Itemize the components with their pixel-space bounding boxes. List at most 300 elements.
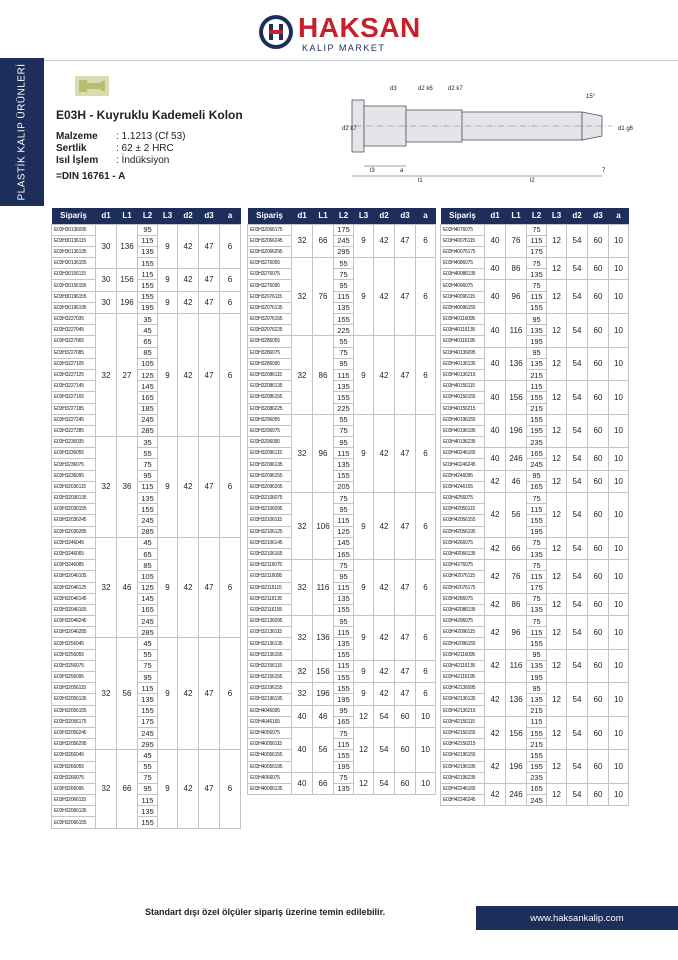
column-header: L1 (506, 208, 527, 224)
table-row (52, 291, 241, 302)
cell-l3: 9 (354, 336, 374, 414)
cell-d2: 54 (567, 224, 588, 258)
cell-l2: 155 (527, 414, 547, 425)
cell-l3: 9 (158, 224, 178, 269)
cell-l3: 9 (354, 414, 374, 492)
side-label: PLASTİK KALIP ÜRÜNLERİ (16, 63, 28, 201)
cell-l2: 235 (527, 772, 547, 783)
column-header: d2 (178, 208, 199, 224)
cell-d2: 54 (567, 493, 588, 538)
cell-d2: 42 (178, 750, 199, 828)
order-code: E03H3266045 (52, 750, 96, 761)
cell-l3: 12 (547, 448, 567, 470)
table-row (248, 336, 436, 347)
cell-l2: 125 (138, 369, 158, 380)
cell-d1: 42 (485, 649, 506, 683)
brand-logo[interactable] (258, 12, 421, 54)
cell-l1: 196 (117, 291, 138, 313)
cell-d1: 40 (485, 347, 506, 381)
order-code: E03H3236055 (52, 448, 96, 459)
table-row (52, 537, 241, 548)
cell-l2: 125 (334, 526, 354, 537)
order-code: E03H3227035 (52, 314, 96, 325)
order-code: E03H42196235 (441, 772, 485, 783)
cell-l3: 12 (547, 314, 567, 348)
cell-a: 6 (416, 414, 436, 492)
cell-l3: 9 (354, 224, 374, 258)
cell-d3: 47 (395, 493, 416, 560)
cell-l2: 95 (334, 437, 354, 448)
cell-l2: 95 (334, 280, 354, 291)
cell-l3: 9 (158, 269, 178, 291)
cell-l2: 165 (334, 548, 354, 559)
order-code: E03H3246045 (52, 537, 96, 548)
cell-l2: 75 (138, 772, 158, 783)
cell-l1: 136 (313, 616, 334, 661)
order-code: E03H42076115 (441, 571, 485, 582)
cell-d2: 42 (374, 683, 395, 705)
order-code: E03H32046105 (52, 571, 96, 582)
cell-l1: 156 (506, 381, 527, 415)
cell-d2: 54 (567, 381, 588, 415)
cell-l2: 135 (527, 358, 547, 369)
logo-emblem-icon (258, 14, 294, 50)
cell-l3: 12 (547, 493, 567, 538)
table-row (52, 314, 241, 325)
order-code: E03H3286055 (248, 336, 292, 347)
order-code: E03H4046095 (248, 705, 292, 716)
cell-d3: 60 (395, 705, 416, 727)
cell-l2: 155 (527, 727, 547, 738)
cell-l1: 66 (313, 224, 334, 258)
cell-l2: 245 (334, 235, 354, 246)
cell-l2: 45 (138, 325, 158, 336)
cell-d1: 40 (292, 705, 313, 727)
cell-l2: 175 (138, 716, 158, 727)
cell-a: 10 (609, 470, 629, 492)
cell-l2: 75 (527, 560, 547, 571)
cell-l2: 95 (334, 616, 354, 627)
order-code: E03H3246085 (52, 560, 96, 571)
cell-a: 6 (416, 336, 436, 414)
order-code: E03H32056295 (52, 739, 96, 750)
table-row (441, 347, 629, 358)
cell-l2: 135 (334, 381, 354, 392)
cell-l3: 9 (158, 750, 178, 828)
order-code: E03H40066135 (248, 783, 292, 794)
cell-l2: 95 (527, 649, 547, 660)
column-header: L3 (547, 208, 567, 224)
column-header: L1 (117, 208, 138, 224)
order-code: E03H32076155 (248, 314, 292, 325)
cell-d2: 42 (374, 258, 395, 336)
cell-a: 10 (416, 727, 436, 772)
cell-l2: 245 (138, 515, 158, 526)
table-row (441, 537, 629, 548)
cell-d2: 42 (178, 537, 199, 638)
order-code: E03H42246165 (441, 783, 485, 794)
order-code: E03H40056195 (248, 761, 292, 772)
cell-a: 6 (220, 269, 241, 291)
cell-l1: 246 (506, 783, 527, 805)
order-code: E03H32056115 (52, 683, 96, 694)
cell-d1: 32 (96, 314, 117, 437)
cell-d3: 60 (588, 414, 609, 448)
cell-l2: 55 (138, 448, 158, 459)
order-code: E03H3266055 (52, 761, 96, 772)
cell-l2: 115 (527, 716, 547, 727)
order-code: E03H32046125 (52, 582, 96, 593)
order-code: E03H30136155 (52, 258, 96, 269)
table-row (248, 772, 436, 783)
label-7: 7 (602, 168, 606, 174)
cell-d3: 47 (199, 638, 220, 750)
cell-l2: 75 (334, 727, 354, 738)
order-code: E03H32116075 (248, 560, 292, 571)
order-code: E03H32056245 (52, 727, 96, 738)
cell-l2: 155 (527, 392, 547, 403)
cell-l1: 46 (117, 537, 138, 638)
cell-a: 6 (416, 560, 436, 616)
cell-a: 10 (609, 593, 629, 615)
cell-d3: 47 (395, 616, 416, 661)
cell-l2: 95 (334, 358, 354, 369)
cell-l2: 75 (527, 493, 547, 504)
cell-l2: 215 (527, 403, 547, 414)
cell-l2: 155 (527, 638, 547, 649)
cell-d3: 60 (588, 783, 609, 805)
cell-l1: 196 (313, 683, 334, 705)
cell-l1: 96 (506, 616, 527, 650)
cell-l2: 115 (334, 739, 354, 750)
order-code: E03H3266075 (52, 772, 96, 783)
cell-l1: 66 (117, 750, 138, 828)
cell-l1: 156 (313, 660, 334, 682)
order-code: E03H42156115 (441, 716, 485, 727)
cell-a: 10 (609, 560, 629, 594)
label-d3: d3 (390, 86, 397, 92)
table-row (248, 224, 436, 235)
cell-l2: 155 (527, 750, 547, 761)
table-row (52, 750, 241, 761)
order-code: E03H32056155 (52, 705, 96, 716)
table-row (441, 683, 629, 694)
table-row (248, 258, 436, 269)
order-code: E03H32086155 (248, 392, 292, 403)
table-row (248, 414, 436, 425)
order-code: E03H4276075 (441, 560, 485, 571)
order-code: E03H32136135 (248, 638, 292, 649)
cell-d2: 54 (374, 705, 395, 727)
column-header: d2 (374, 208, 395, 224)
column-header: d2 (567, 208, 588, 224)
order-code: E03H4286075 (441, 593, 485, 604)
order-code: E03H32106115 (248, 515, 292, 526)
cell-d2: 54 (567, 560, 588, 594)
cell-l2: 215 (527, 739, 547, 750)
cell-a: 6 (416, 493, 436, 560)
cell-d1: 42 (485, 616, 506, 650)
cell-d3: 47 (395, 414, 416, 492)
order-code: E03H3256095 (52, 672, 96, 683)
cell-l1: 196 (506, 750, 527, 784)
cell-l2: 115 (334, 291, 354, 302)
order-code: E03H3296095 (248, 437, 292, 448)
cell-d1: 40 (292, 727, 313, 772)
cell-d2: 54 (567, 258, 588, 280)
cell-d3: 60 (588, 258, 609, 280)
order-code: E03H40196155 (441, 414, 485, 425)
cell-l2: 95 (527, 683, 547, 694)
column-header: Sipariş (441, 208, 485, 224)
cell-l1: 156 (117, 269, 138, 291)
cell-a: 10 (609, 314, 629, 348)
order-code: E03H42136095 (441, 683, 485, 694)
order-code: E03H4256075 (441, 493, 485, 504)
cell-d2: 54 (567, 616, 588, 650)
cell-l2: 165 (138, 604, 158, 615)
cell-l2: 155 (334, 392, 354, 403)
cell-d2: 54 (567, 683, 588, 717)
cell-l3: 9 (158, 638, 178, 750)
cell-a: 6 (416, 224, 436, 258)
cell-d1: 32 (292, 336, 313, 414)
cell-d3: 47 (199, 269, 220, 291)
cell-d1: 40 (485, 224, 506, 258)
order-code: E03H3236035 (52, 437, 96, 448)
cell-a: 6 (220, 537, 241, 638)
order-code: E03H40156115 (441, 381, 485, 392)
cell-l1: 76 (506, 560, 527, 594)
column-header: Sipariş (52, 208, 96, 224)
order-code: E03H4086075 (441, 258, 485, 269)
cell-l2: 135 (527, 660, 547, 671)
cell-a: 10 (609, 347, 629, 381)
cell-l2: 135 (527, 548, 547, 559)
cell-l1: 36 (117, 437, 138, 538)
order-code: E03H3227105 (52, 358, 96, 369)
cell-l2: 135 (334, 783, 354, 794)
cell-l2: 85 (138, 347, 158, 358)
cell-a: 10 (609, 414, 629, 448)
order-code: E03H40136095 (441, 347, 485, 358)
cell-a: 10 (416, 772, 436, 794)
order-code: E03H40076115 (441, 235, 485, 246)
cell-l3: 9 (158, 291, 178, 313)
cell-l2: 75 (527, 280, 547, 291)
cell-l2: 135 (334, 638, 354, 649)
cell-d1: 32 (96, 437, 117, 538)
cell-l2: 195 (527, 672, 547, 683)
cell-d1: 42 (485, 593, 506, 615)
cell-l1: 86 (506, 258, 527, 280)
order-code: E03H40116095 (441, 314, 485, 325)
cell-d2: 42 (178, 437, 199, 538)
cell-d3: 60 (588, 593, 609, 615)
label-d2: d2 k7 (342, 126, 357, 132)
cell-d3: 47 (395, 258, 416, 336)
order-code: E03H40156155 (441, 392, 485, 403)
cell-l1: 56 (506, 493, 527, 538)
order-code: E03H32066155 (52, 817, 96, 828)
cell-l2: 115 (334, 627, 354, 638)
cell-d1: 32 (292, 683, 313, 705)
table-row (441, 314, 629, 325)
table-row (248, 660, 436, 671)
cell-l2: 155 (138, 504, 158, 515)
order-code: E03H42116095 (441, 649, 485, 660)
cell-l2: 135 (138, 694, 158, 705)
order-code: E03H40086135 (441, 269, 485, 280)
order-code: E03H32106125 (248, 526, 292, 537)
order-code: E03H32056135 (52, 694, 96, 705)
cell-d2: 54 (567, 414, 588, 448)
table-row (248, 683, 436, 694)
cell-d3: 60 (588, 493, 609, 538)
cell-d1: 42 (485, 716, 506, 750)
cell-l2: 195 (527, 425, 547, 436)
order-code: E03H3227125 (52, 369, 96, 380)
website-link[interactable]: www.haksankalip.com (476, 906, 678, 930)
cell-l2: 95 (138, 672, 158, 683)
cell-a: 10 (609, 750, 629, 784)
cell-l2: 115 (334, 660, 354, 671)
order-code: E03H32096135 (248, 459, 292, 470)
order-code: E03H3227045 (52, 325, 96, 336)
table-row (52, 269, 241, 280)
cell-l2: 285 (138, 425, 158, 436)
cell-l3: 9 (354, 560, 374, 616)
order-code: E03H3256045 (52, 638, 96, 649)
order-code: E03H32076115 (248, 291, 292, 302)
cell-l3: 9 (354, 493, 374, 560)
order-code: E03H32036135 (52, 493, 96, 504)
cell-l2: 65 (138, 336, 158, 347)
cell-l2: 45 (138, 537, 158, 548)
cell-l2: 105 (138, 571, 158, 582)
cell-d2: 54 (567, 347, 588, 381)
column-header: d3 (588, 208, 609, 224)
column-header: d3 (199, 208, 220, 224)
cell-a: 10 (609, 649, 629, 683)
product-title: E03H - Kuyruklu Kademeli Kolon (56, 108, 243, 122)
table-row (441, 783, 629, 794)
cell-d2: 54 (567, 750, 588, 784)
cell-d3: 60 (588, 537, 609, 559)
cell-d3: 60 (588, 224, 609, 258)
order-code: E03H4056075 (248, 727, 292, 738)
column-header: L2 (138, 208, 158, 224)
cell-d2: 54 (567, 314, 588, 348)
column-header: d3 (395, 208, 416, 224)
order-code: E03H4096075 (441, 280, 485, 291)
cell-l2: 145 (138, 593, 158, 604)
cell-l2: 115 (527, 504, 547, 515)
table-row (441, 716, 629, 727)
order-code: E03H40136135 (441, 358, 485, 369)
cell-l3: 12 (547, 683, 567, 717)
cell-l2: 115 (334, 448, 354, 459)
cell-d2: 54 (567, 280, 588, 314)
table-row (52, 638, 241, 649)
cell-d1: 40 (485, 414, 506, 448)
order-code: E03H4246095 (441, 470, 485, 481)
cell-l2: 175 (334, 224, 354, 235)
cell-l2: 155 (138, 280, 158, 291)
cell-l2: 245 (138, 414, 158, 425)
label-angle: 15° (586, 94, 596, 100)
cell-l2: 135 (138, 493, 158, 504)
cell-d2: 42 (374, 336, 395, 414)
cell-l2: 135 (334, 459, 354, 470)
cell-d1: 32 (96, 638, 117, 750)
cell-l2: 75 (527, 537, 547, 548)
order-code: E03H3236095 (52, 470, 96, 481)
order-code: E03H32046245 (52, 616, 96, 627)
cell-l2: 215 (527, 369, 547, 380)
order-code: E03H3256075 (52, 660, 96, 671)
cell-d1: 32 (292, 616, 313, 661)
cell-d1: 42 (485, 783, 506, 805)
cell-l2: 155 (334, 649, 354, 660)
cell-l1: 116 (313, 560, 334, 616)
cell-l3: 12 (547, 414, 567, 448)
column-header: Sipariş (248, 208, 292, 224)
order-code: E03H30136115 (52, 235, 96, 246)
cell-d3: 47 (199, 314, 220, 437)
cell-l2: 135 (527, 604, 547, 615)
order-code: E03H32156115 (248, 660, 292, 671)
cell-l2: 165 (527, 448, 547, 459)
cell-l2: 75 (138, 459, 158, 470)
order-code: E03H40096155 (441, 302, 485, 313)
cell-l2: 105 (138, 358, 158, 369)
cell-d1: 42 (485, 750, 506, 784)
footer-note: Standart dışı özel ölçüler sipariş üzerine temin edilebilir. (145, 907, 386, 917)
cell-a: 10 (609, 716, 629, 750)
cell-l3: 12 (547, 716, 567, 750)
order-code: E03H42056115 (441, 504, 485, 515)
cell-d2: 42 (374, 493, 395, 560)
cell-l2: 55 (334, 414, 354, 425)
cell-l2: 95 (527, 314, 547, 325)
cell-a: 10 (609, 493, 629, 538)
cell-d1: 40 (485, 258, 506, 280)
cell-d1: 42 (485, 493, 506, 538)
cell-l2: 135 (527, 325, 547, 336)
cell-a: 10 (416, 705, 436, 727)
cell-l3: 12 (547, 616, 567, 650)
label-d1: d1 g6 (618, 126, 634, 132)
order-code: E03H3236075 (52, 459, 96, 470)
order-code: E03H3227085 (52, 347, 96, 358)
cell-d1: 42 (485, 470, 506, 492)
cell-a: 10 (609, 224, 629, 258)
cell-l2: 195 (334, 694, 354, 705)
cell-l2: 225 (334, 325, 354, 336)
table-row (441, 616, 629, 627)
cell-l1: 136 (506, 683, 527, 717)
order-code: E03H32096115 (248, 448, 292, 459)
cell-l2: 155 (334, 683, 354, 694)
cell-l2: 135 (138, 246, 158, 257)
table-row (248, 560, 436, 571)
cell-a: 6 (220, 638, 241, 750)
table-row (52, 437, 241, 448)
order-code: E03H32046145 (52, 593, 96, 604)
cell-a: 6 (220, 314, 241, 437)
cell-l2: 155 (138, 705, 158, 716)
